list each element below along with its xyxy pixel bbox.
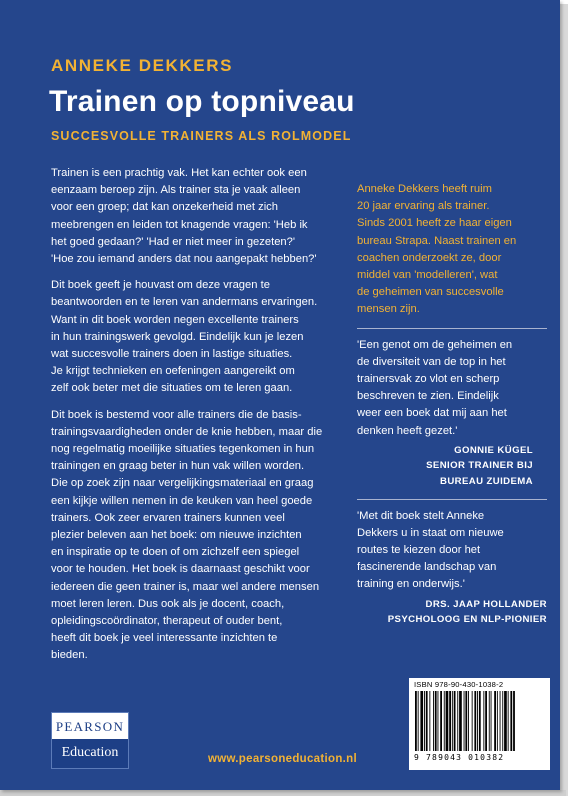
barcode-bar xyxy=(477,691,478,751)
barcode-bar xyxy=(444,691,445,751)
barcode-bar xyxy=(420,691,423,751)
review-quote: 'Met dit boek stelt Anneke Dekkers u in staat om nieuwe routes te kiezen door het fascinerende landschap van training en onderwijs.' xyxy=(357,509,504,591)
barcode-bar xyxy=(500,691,501,751)
barcode-bar xyxy=(491,691,492,751)
blurb-paragraph: Trainen is een prachtig vak. Het kan echter ook een eenzaam beroep zijn. Als trainer sta je vaak alleen voor een groep; dat kan onzekerheid met zich meebrengen en leiden tot knagende vragen: 'Heb ik het goed gedaan?' 'Had er niet meer in gezeten?' 'Hoe zou iemand anders dat nou aangepakt hebben?' xyxy=(51,167,317,266)
barcode-bar xyxy=(504,691,507,751)
review-attribution: GONNIE KÜGEL SENIOR TRAINER BIJ BUREAU ZUIDEMA xyxy=(426,444,533,488)
barcode-bar xyxy=(474,691,476,751)
isbn-number: ISBN 978-90-430-1038-2 xyxy=(414,680,504,689)
author-name: ANNEKE DEKKERS xyxy=(51,56,234,75)
barcode-bar xyxy=(452,691,453,751)
blurb-paragraph: Dit boek geeft je houvast om deze vragen te beantwoorden en te leren van andermans ervaringen. Want in dit boek worden negen excellente trainers in hun trainingswerk gevolgd. Eindelijk kun je lezen wat succesvolle trainers doen in lastige situaties. Je krijgt technieken en oefeningen aangereikt om zelf ook beter met die situaties om te leren gaan. xyxy=(51,279,318,395)
barcode-area xyxy=(409,678,550,770)
barcode-bar xyxy=(440,691,442,751)
barcode-bar xyxy=(479,691,481,751)
book-bottom-edge xyxy=(0,790,566,796)
barcode-bar xyxy=(483,691,484,751)
barcode-bar xyxy=(489,691,490,751)
publisher-logo xyxy=(51,712,129,769)
book-edge xyxy=(560,4,568,796)
barcode-bar xyxy=(435,691,437,751)
barcode-bar xyxy=(433,691,434,751)
barcode-bar xyxy=(449,691,451,751)
barcode-bar xyxy=(459,691,462,751)
barcode-bar xyxy=(429,691,430,751)
book-title: Trainen op topniveau xyxy=(49,85,355,118)
barcode-bar xyxy=(497,691,498,751)
barcode-bar xyxy=(510,691,512,751)
barcode-bar xyxy=(494,691,496,751)
ean-number: 9 789043 010382 xyxy=(414,753,505,762)
barcode-image xyxy=(415,691,544,751)
publisher-url: www.pearsoneducation.nl xyxy=(208,753,357,765)
barcode-bar xyxy=(464,691,465,751)
barcode-bar xyxy=(418,691,419,751)
barcode-bar xyxy=(468,691,469,751)
barcode-bar xyxy=(426,691,428,751)
divider xyxy=(357,499,547,500)
blurb-paragraph: Dit boek is bestemd voor alle trainers die de basis- trainingsvaardigheden onder de knie hebben, maar die nog regelmatig moeilijke situaties tegenkomen in hun trainingen en graag beter in hun vak willen worden. Die op zoek zijn naar vergelijkingsmateriaal en graag een kijkje willen nemen in de keuken van heel goede trainers. Ook zeer ervaren trainers kunnen veel plezier beleven aan het boek: om nieuwe inzichten en inspiratie op te doen of om zichzelf een spiegel voor te houden. Het boek is daarnaast geschikt voor iedereen die geen trainer is, maar wel andere mensen moet leren leren. Dus ook als je docent, coach, opleidingscoördinator, therapeut of ouder bent, heeft dit boek je veel interessante inzichten te bieden. xyxy=(51,408,323,662)
barcode-bar xyxy=(454,691,456,751)
publisher-brand: PEARSON xyxy=(55,719,125,734)
sidebar xyxy=(357,181,547,628)
review-quote: 'Een genot om de geheimen en de diversiteit van de top in het trainersvak zo vlot en scherp beschreven te zien. Eindelijk weer een boek dat mij aan het denken heeft gezet.' xyxy=(357,338,513,437)
barcode-bar xyxy=(424,691,425,751)
author-bio: Anneke Dekkers heeft ruim 20 jaar ervaring als trainer. Sinds 2001 heeft ze haar eigen bureau Strapa. Naast trainen en coachen onderzoekt ze, door middel van 'modelleren', wat de geheimen van succesvolle mensen zijn. xyxy=(357,183,517,316)
barcode-bar xyxy=(457,691,458,751)
blurb-text xyxy=(51,165,336,674)
barcode-bar xyxy=(438,691,439,751)
barcode-bar xyxy=(485,691,487,751)
publisher-sub: Education xyxy=(61,745,119,760)
barcode-bar xyxy=(502,691,503,751)
barcode-bar xyxy=(465,691,467,751)
review-attribution: DRS. JAAP HOLLANDER PSYCHOLOOG EN NLP-PIONIER xyxy=(387,598,547,626)
barcode-bar xyxy=(513,691,515,751)
book-subtitle: SUCCESVOLLE TRAINERS ALS ROLMODEL xyxy=(51,129,352,143)
barcode-bar xyxy=(415,691,417,751)
barcode-bar xyxy=(472,691,473,751)
barcode-bar xyxy=(508,691,509,751)
barcode-bar xyxy=(446,691,449,751)
divider xyxy=(357,328,547,329)
